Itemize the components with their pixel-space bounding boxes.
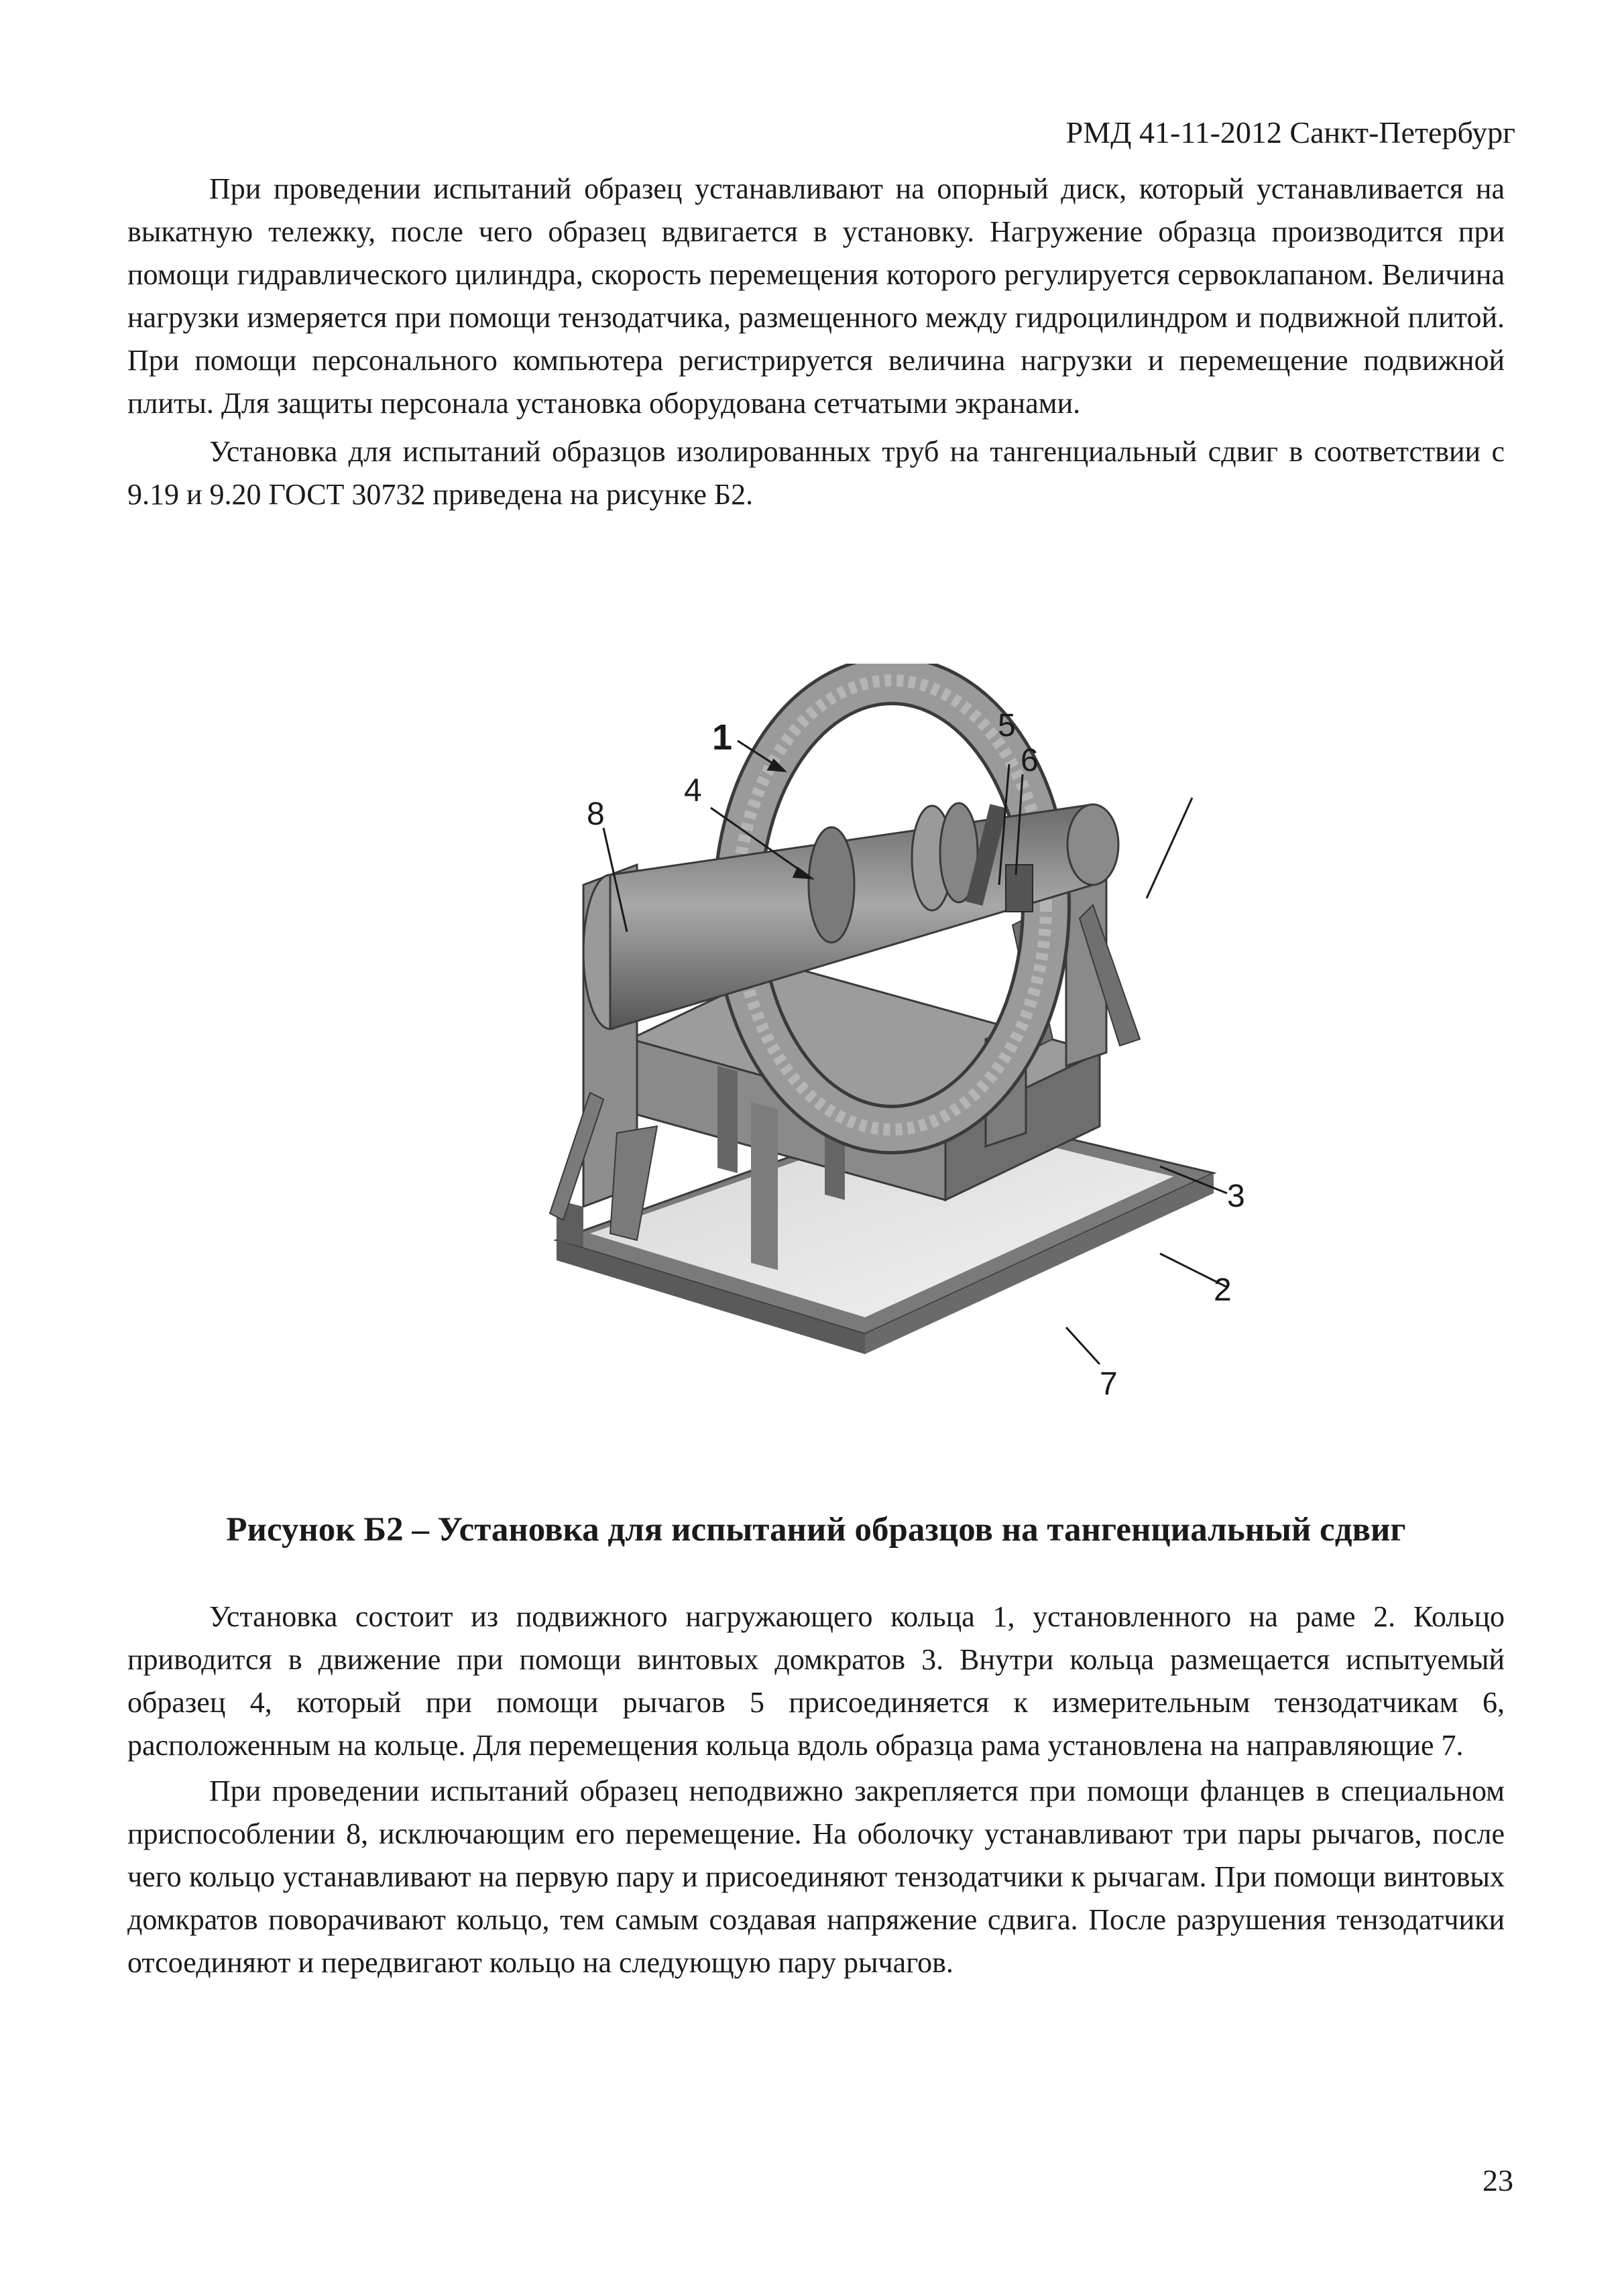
paragraph-figure-reference: Установка для испытаний образцов изолированных труб на тангенциальный сдвиг в соответствии с 9.19 и 9.20 ГОСТ 30732 приведена на рисунке Б2.	[127, 435, 1505, 511]
callout-5: 5	[998, 708, 1016, 743]
paragraph-test-procedure: При проведении испытаний образец устанавливают на опорный диск, который устанавливается на выкатную тележку, после чего образец вдвигается в установку. Нагружение образца производится при помощи гидравлического цилиндра, скорость перемещения которого регулируется сервоклапаном. Величина нагрузки измеряется при помощи тензодатчика, размещенного между гидроцилиндром и подвижной плитой. При помощи персонального компьютера регистрируется величина нагрузки и перемещение подвижной плиты. Для защиты персонала установка оборудована сетчатыми экранами.	[127, 172, 1505, 420]
callout-4: 4	[684, 773, 702, 808]
callout-6: 6	[1021, 743, 1039, 778]
rig-illustration	[516, 664, 1274, 1421]
callout-8: 8	[587, 796, 605, 832]
paragraph-test-steps: При проведении испытаний образец неподвижно закрепляется при помощи фланцев в специальном приспособлении 8, исключающим его перемещение. На оболочку устанавливают три пары рычагов, после чего кольцо устанавливают на первую пару и присоединяют тензодатчики к рычагам. При помощи винтовых домкратов поворачивают кольцо, тем самым создавая напряжение сдвига. После разрушения тензодатчики отсоединяют и передвигают кольцо на следующую пару рычагов.	[127, 1774, 1505, 1979]
callout-2: 2	[1214, 1272, 1232, 1308]
figure-shear-test-rig	[516, 664, 1274, 1421]
sensor-6	[1006, 865, 1033, 912]
paragraph-rig-description: Установка состоит из подвижного нагружающего кольца 1, установленного на раме 2. Кольцо приводится в движение при помощи винтовых домкратов 3. Внутри кольца размещается испытуемый образец 4, который при помощи рычагов 5 присоединяется к измерительным тензодатчикам 6, расположенным на кольце. Для перемещения кольца вдоль образца рама установлена на направляющие 7.	[127, 1600, 1505, 1762]
figure-caption: Рисунок Б2 – Установка для испытаний образцов на тангенциальный сдвиг	[226, 1511, 1406, 1549]
callout-1: 1	[712, 717, 733, 758]
callout-7: 7	[1100, 1366, 1118, 1402]
callout-3: 3	[1227, 1179, 1245, 1214]
document-header: РМД 41-11-2012 Санкт-Петербург	[1065, 115, 1515, 149]
page-number: 23	[1483, 2163, 1513, 2197]
